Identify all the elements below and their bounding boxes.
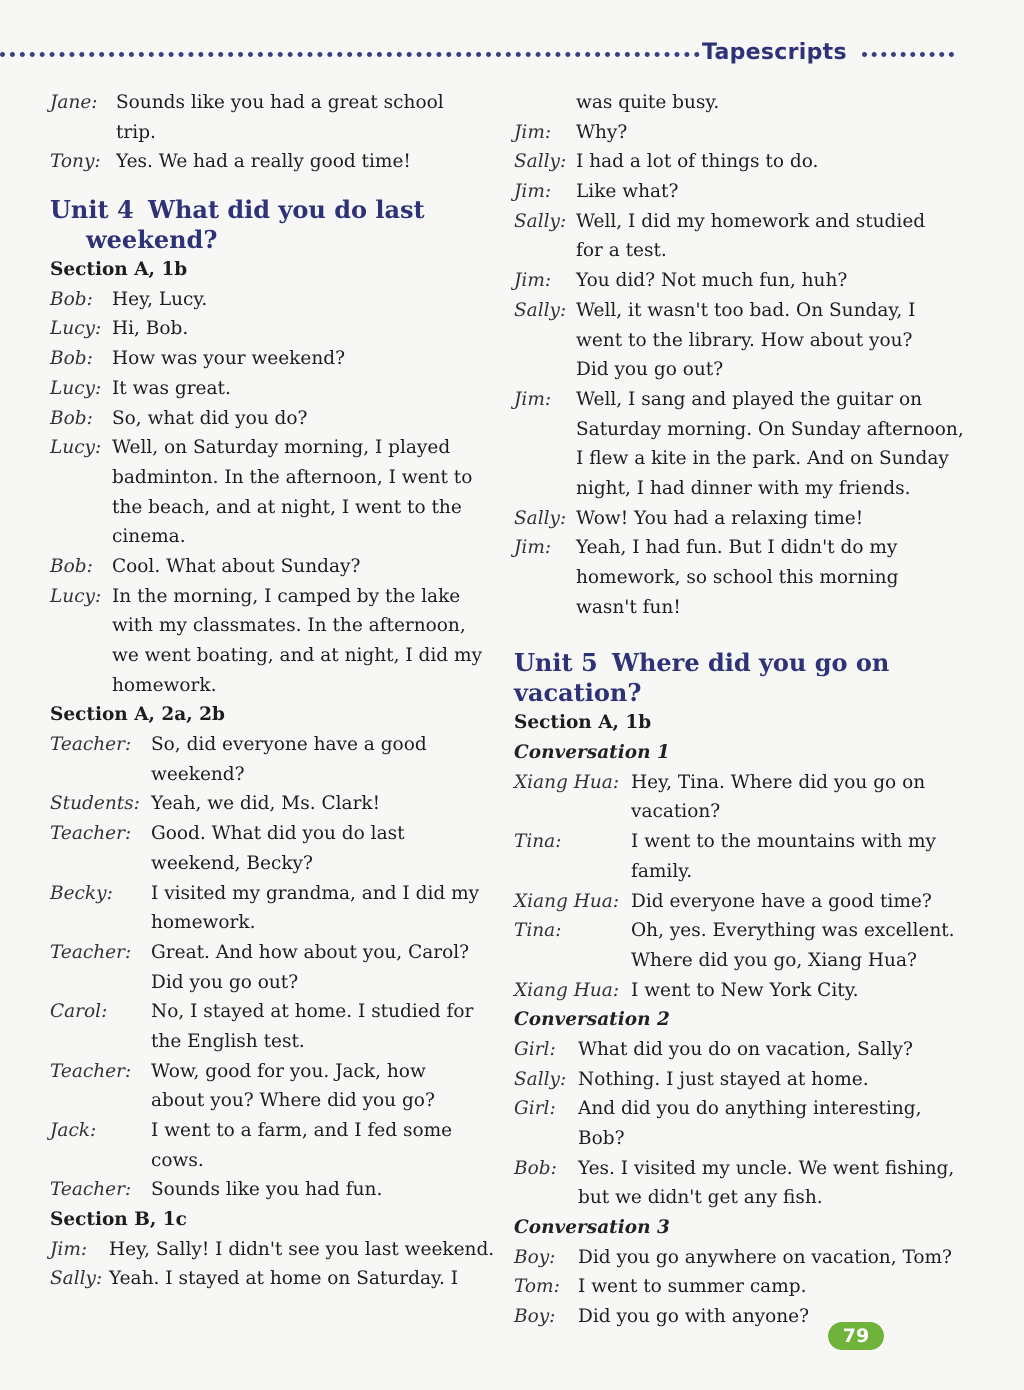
dialogue-line — [514, 976, 954, 1006]
dialogue-line — [50, 1235, 495, 1265]
speaker-name: Sally: — [514, 1068, 567, 1090]
dialogue-text: Good. What did you do last — [151, 823, 405, 845]
speaker-name: Sally: — [514, 151, 567, 173]
dialogue-line — [50, 1027, 490, 1057]
speaker-name — [514, 355, 576, 385]
dialogue-text: cinema. — [112, 526, 186, 548]
dialogue-line — [514, 236, 954, 266]
speaker-name: Teacher: — [50, 941, 132, 963]
speaker-name — [514, 474, 576, 504]
dialogue-text: I went to summer camp. — [578, 1276, 807, 1298]
dialogue-text: Yes. I visited my uncle. We went fishing, — [578, 1157, 955, 1179]
dialogue-line — [514, 1243, 954, 1273]
dialogue-line — [50, 879, 490, 909]
dialogue-line — [50, 849, 490, 879]
dialogue-line — [50, 374, 490, 404]
dialogue-text: weekend, Becky? — [151, 852, 313, 874]
dialogue-line — [50, 789, 490, 819]
unit4-a1b-dialogue — [50, 285, 490, 701]
dialogue-text: was quite busy. — [576, 92, 720, 113]
header-title: Tapescripts — [702, 40, 847, 65]
dialogue-text: Hi, Bob. — [112, 318, 189, 340]
unit4-b1c-dialogue — [50, 1235, 495, 1294]
dialogue-text: with my classmates. In the afternoon, — [112, 615, 466, 637]
speaker-name: Teacher: — [50, 1060, 132, 1082]
dialogue-line — [50, 552, 490, 582]
speaker-name — [50, 1027, 151, 1057]
dialogue-text: homework. — [151, 912, 256, 934]
left-top-dialogue — [50, 88, 490, 177]
speaker-name: Girl: — [514, 1098, 556, 1120]
dialogue-line — [514, 355, 954, 385]
speaker-name — [514, 593, 576, 623]
dialogue-text: Yeah, I had fun. But I didn't do my — [576, 537, 898, 559]
dialogue-text: Bob? — [578, 1128, 625, 1149]
unit4-number: Unit 4 — [50, 195, 134, 225]
speaker-name — [50, 611, 112, 641]
speaker-name: Xiang Hua: — [514, 979, 620, 1001]
dialogue-line — [514, 593, 954, 623]
speaker-name: Lucy: — [50, 585, 102, 607]
dialogue-line — [514, 1154, 954, 1184]
dialogue-line — [50, 463, 490, 493]
dialogue-text: Well, I did my homework and studied — [576, 210, 926, 232]
unit4-section-a-1b: Section A, 1b — [50, 259, 188, 281]
dialogue-text: I flew a kite in the park. And on Sunday — [576, 448, 949, 470]
speaker-name: Lucy: — [50, 377, 102, 399]
dialogue-line — [514, 916, 954, 946]
speaker-name — [514, 326, 576, 356]
dialogue-line — [514, 88, 954, 118]
dialogue-line — [50, 819, 490, 849]
dialogue-text: In the morning, I camped by the lake — [112, 585, 461, 607]
dialogue-line — [514, 504, 954, 534]
dialogue-text: Did you go with anyone? — [578, 1306, 810, 1328]
speaker-name: Bob: — [50, 348, 93, 370]
dialogue-line — [514, 827, 954, 857]
speaker-name: Tina: — [514, 920, 562, 942]
unit4-a2a-dialogue — [50, 730, 490, 1205]
unit5-title: Where did you go on vacation? — [514, 648, 890, 708]
dialogue-text: homework. — [112, 674, 217, 696]
dialogue-text: I visited my grandma, and I did my — [151, 882, 480, 904]
header-dotted-rule-end — [862, 52, 954, 57]
dialogue-line — [50, 1264, 490, 1294]
speaker-name — [50, 463, 112, 493]
dialogue-line — [50, 522, 490, 552]
dialogue-line — [514, 533, 954, 563]
dialogue-text: trip. — [116, 121, 156, 143]
speaker-name: Lucy: — [50, 318, 102, 340]
speaker-name: Jim: — [514, 388, 552, 410]
speaker-name — [50, 849, 151, 879]
speaker-name: Sally: — [514, 210, 567, 232]
dialogue-text: Like what? — [576, 181, 679, 203]
dialogue-text: Oh, yes. Everything was excellent. — [631, 920, 955, 942]
speaker-name — [514, 857, 631, 887]
speaker-name: Tina: — [514, 831, 562, 853]
speaker-name — [50, 522, 112, 552]
speaker-name: Girl: — [514, 1038, 556, 1060]
speaker-name: Xiang Hua: — [514, 890, 620, 912]
speaker-name — [50, 1086, 151, 1116]
dialogue-line — [50, 671, 490, 701]
dialogue-line — [50, 285, 490, 315]
dialogue-line — [50, 730, 490, 760]
dialogue-text: It was great. — [112, 377, 231, 399]
speaker-name — [50, 968, 151, 998]
dialogue-text: weekend? — [151, 763, 245, 785]
dialogue-line — [514, 1124, 954, 1154]
dialogue-text: night, I had dinner with my friends. — [576, 477, 911, 499]
dialogue-text: What did you do on vacation, Sally? — [578, 1038, 913, 1060]
speaker-name — [514, 88, 576, 118]
dialogue-text: I went to the mountains with my — [631, 831, 936, 853]
speaker-name: Boy: — [514, 1246, 556, 1268]
dialogue-line — [50, 908, 490, 938]
dialogue-line — [514, 768, 954, 798]
dialogue-text: family. — [631, 860, 693, 882]
dialogue-line — [514, 1065, 954, 1095]
speaker-name — [50, 641, 112, 671]
dialogue-line — [514, 118, 954, 148]
speaker-name — [50, 671, 112, 701]
dialogue-line — [514, 147, 954, 177]
dialogue-text: So, did everyone have a good — [151, 734, 427, 756]
dialogue-line — [50, 641, 490, 671]
dialogue-line — [50, 1086, 490, 1116]
dialogue-text: the beach, and at night, I went to the — [112, 496, 462, 518]
page-number-badge: 79 — [828, 1322, 884, 1350]
dialogue-line — [514, 1272, 954, 1302]
dialogue-text: wasn't fun! — [576, 596, 681, 618]
dialogue-line — [50, 493, 490, 523]
speaker-name: Bob: — [514, 1157, 557, 1179]
left-column — [50, 88, 495, 1294]
dialogue-text: Sounds like you had fun. — [151, 1179, 383, 1201]
speaker-name — [50, 908, 151, 938]
right-top-dialogue — [514, 88, 964, 622]
dialogue-line — [50, 314, 490, 344]
dialogue-text: Yeah. I stayed at home on Saturday. I — [109, 1268, 459, 1290]
speaker-name — [514, 415, 576, 445]
speaker-name: Bob: — [50, 407, 93, 429]
unit5-conversation-3-label: Conversation 3 — [514, 1217, 670, 1239]
speaker-name — [50, 760, 151, 790]
dialogue-text: but we didn't get any fish. — [578, 1187, 823, 1209]
dialogue-line — [514, 207, 954, 237]
dialogue-line — [50, 968, 490, 998]
speaker-name: Jim: — [514, 270, 552, 292]
speaker-name: Carol: — [50, 1001, 108, 1023]
dialogue-line — [514, 385, 954, 415]
dialogue-text: for a test. — [576, 240, 667, 262]
dialogue-text: vacation? — [631, 801, 721, 823]
dialogue-text: Where did you go, Xiang Hua? — [631, 949, 917, 971]
dialogue-text: Well, I sang and played the guitar on — [576, 388, 923, 410]
speaker-name: Teacher: — [50, 1179, 132, 1201]
dialogue-line — [514, 1035, 954, 1065]
dialogue-text: Well, on Saturday morning, I played — [112, 437, 451, 459]
unit5-conversation-2-label: Conversation 2 — [514, 1009, 670, 1031]
speaker-name — [50, 1146, 151, 1176]
speaker-name: Jack: — [50, 1120, 97, 1141]
dialogue-text: Wow, good for you. Jack, how — [151, 1060, 426, 1082]
dialogue-text: Did you go anywhere on vacation, Tom? — [578, 1246, 952, 1268]
dialogue-line — [50, 404, 490, 434]
speaker-name: Jim: — [514, 181, 552, 203]
dialogue-text: went to the library. How about you? — [576, 329, 913, 351]
dialogue-text: Why? — [576, 121, 628, 143]
dialogue-text: I went to a farm, and I fed some — [151, 1120, 453, 1141]
speaker-name — [514, 1183, 578, 1213]
dialogue-line — [50, 118, 490, 148]
dialogue-text: So, what did you do? — [112, 407, 308, 429]
dialogue-text: we went boating, and at night, I did my — [112, 645, 483, 666]
dialogue-text: Hey, Lucy. — [112, 288, 208, 310]
dialogue-line — [514, 887, 954, 917]
dialogue-text: the English test. — [151, 1030, 305, 1052]
dialogue-line — [50, 760, 490, 790]
dialogue-line — [50, 147, 490, 177]
dialogue-text: Wow! You had a relaxing time! — [576, 507, 864, 529]
dialogue-text: No, I stayed at home. I studied for — [151, 1001, 474, 1023]
unit5-number: Unit 5 — [514, 648, 598, 678]
dialogue-line — [50, 997, 490, 1027]
speaker-name: Jim: — [514, 537, 552, 559]
dialogue-text: cows. — [151, 1149, 204, 1171]
dialogue-text: Yeah, we did, Ms. Clark! — [151, 793, 381, 815]
dialogue-line — [50, 344, 490, 374]
unit4-title-line2: weekend? — [86, 225, 218, 255]
dialogue-text: Sounds like you had a great school — [116, 92, 444, 113]
dialogue-line — [514, 415, 964, 445]
dialogue-line — [50, 1146, 490, 1176]
dialogue-text: Did you go out? — [151, 971, 299, 993]
dialogue-line — [514, 857, 954, 887]
dialogue-line — [50, 1116, 490, 1146]
speaker-name: Bob: — [50, 288, 93, 310]
speaker-name: Lucy: — [50, 437, 102, 459]
dialogue-line — [514, 444, 954, 474]
dialogue-text: I had a lot of things to do. — [576, 151, 819, 173]
page-header — [0, 40, 960, 74]
speaker-name: Jim: — [514, 121, 552, 143]
speaker-name — [514, 1124, 578, 1154]
dialogue-text: Yes. We had a really good time! — [116, 151, 411, 173]
dialogue-line — [514, 946, 954, 976]
unit4-title-line1: What did you do last — [148, 195, 425, 225]
dialogue-text: Great. And how about you, Carol? — [151, 941, 470, 963]
dialogue-line — [50, 611, 490, 641]
dialogue-text: Did everyone have a good time? — [631, 890, 932, 912]
dialogue-text: And did you do anything interesting, — [578, 1098, 922, 1120]
speaker-name — [514, 236, 576, 266]
speaker-name — [514, 563, 576, 593]
dialogue-line — [514, 1183, 954, 1213]
dialogue-line — [50, 88, 490, 118]
dialogue-line — [50, 1057, 490, 1087]
speaker-name — [514, 946, 631, 976]
dialogue-line — [50, 938, 490, 968]
unit5-conversation-1-label: Conversation 1 — [514, 742, 670, 764]
speaker-name — [50, 118, 116, 148]
speaker-name — [514, 797, 631, 827]
dialogue-line — [514, 326, 954, 356]
speaker-name: Sally: — [50, 1268, 103, 1290]
speaker-name: Teacher: — [50, 734, 132, 756]
dialogue-line — [50, 1175, 490, 1205]
dialogue-line — [50, 433, 490, 463]
speaker-name: Sally: — [514, 299, 567, 321]
dialogue-text: homework, so school this morning — [576, 567, 899, 588]
unit4-section-b-1c: Section B, 1c — [50, 1209, 187, 1231]
speaker-name: Tony: — [50, 151, 101, 173]
speaker-name: Teacher: — [50, 823, 132, 845]
dialogue-text: Nothing. I just stayed at home. — [578, 1068, 869, 1090]
unit5-conv2-dialogue — [514, 1035, 954, 1213]
dialogue-text: Saturday morning. On Sunday afternoon, — [576, 418, 964, 440]
speaker-name: Jane: — [50, 92, 98, 113]
dialogue-text: about you? Where did you go? — [151, 1090, 435, 1112]
unit4-section-a-2a-2b: Section A, 2a, 2b — [50, 704, 225, 726]
dialogue-line — [50, 582, 490, 612]
unit5-heading — [514, 648, 954, 708]
dialogue-text: How was your weekend? — [112, 348, 346, 370]
speaker-name: Sally: — [514, 507, 567, 529]
header-dotted-rule — [0, 52, 700, 57]
speaker-name: Boy: — [514, 1306, 556, 1328]
unit5-section-a-1b: Section A, 1b — [514, 712, 652, 734]
dialogue-line — [514, 296, 954, 326]
dialogue-line — [514, 474, 954, 504]
dialogue-line — [514, 177, 954, 207]
speaker-name — [514, 444, 576, 474]
dialogue-text: You did? Not much fun, huh? — [576, 270, 848, 292]
dialogue-line — [514, 563, 954, 593]
dialogue-text: Well, it wasn't too bad. On Sunday, I — [576, 299, 916, 321]
speaker-name: Bob: — [50, 555, 93, 577]
speaker-name — [50, 493, 112, 523]
dialogue-line — [514, 797, 954, 827]
dialogue-text: Cool. What about Sunday? — [112, 555, 361, 577]
dialogue-text: Hey, Sally! I didn't see you last weekend. — [109, 1238, 495, 1260]
dialogue-line — [514, 266, 954, 296]
dialogue-line — [514, 1302, 954, 1332]
speaker-name: Jim: — [50, 1238, 88, 1260]
dialogue-text: Hey, Tina. Where did you go on — [631, 771, 926, 793]
speaker-name: Becky: — [50, 882, 113, 904]
dialogue-text: badminton. In the afternoon, I went to — [112, 466, 473, 488]
dialogue-text: Did you go out? — [576, 359, 724, 381]
speaker-name: Tom: — [514, 1276, 560, 1298]
speaker-name: Xiang Hua: — [514, 771, 620, 793]
dialogue-line — [514, 1094, 954, 1124]
unit5-conv3-dialogue — [514, 1243, 954, 1332]
speaker-name: Students: — [50, 793, 140, 815]
unit5-conv1-dialogue — [514, 768, 954, 1006]
unit4-heading — [50, 195, 490, 255]
right-column — [514, 88, 964, 1332]
dialogue-text: I went to New York City. — [631, 979, 859, 1001]
